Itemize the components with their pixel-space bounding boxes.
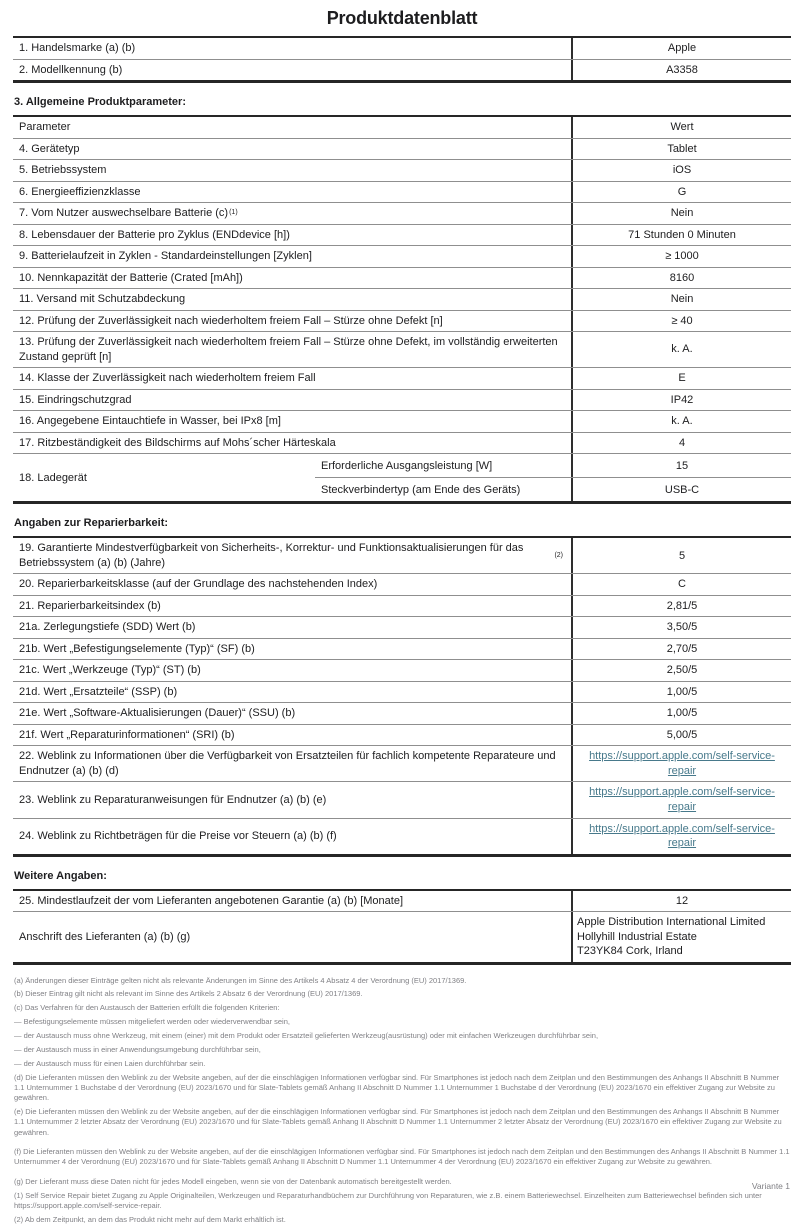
row-value: 71 Stunden 0 Minuten	[571, 225, 791, 246]
table-row	[13, 60, 791, 81]
row-label: 4. Gerätetyp	[19, 142, 80, 155]
footnote: — der Austausch muss ohne Werkzeug, mit einem (einer) mit dem Produkt oder Ersatzteil gelieferten Werkzeug(ausrüstung) oder mit einfachen Werkzeugen durchführbar sein,	[14, 1030, 599, 1040]
charger-sub-column	[315, 454, 791, 501]
table-row	[13, 660, 791, 682]
footnotes-block	[13, 976, 791, 1225]
row-label: 21d. Wert „Ersatzteile“ (SSP) (b)	[19, 685, 178, 698]
footnote: (b) Dieser Eintrag gilt nicht als relevant im Sinne des Artikels 2 Absatz 6 der Verordnung (EU) 2017/1369.	[14, 989, 363, 999]
row-label: 1. Handelsmarke (a) (b)	[19, 42, 136, 54]
footnote: (e) Die Lieferanten müssen den Weblink zu der Website angeben, auf der die einschlägigen Informationen verfügbar sind. Für Smartphones ist jedoch nach dem Zeitplan und den Bestimmungen des Anhangs II Abschnitt B Nummer 1.1 Unternummer 2 letzter Absatz der Verordnung (EU) 2023/1670 und für Slate-Tablets gemäß Anhang II Abschnitt D Nummer 1.1 Unternummer 2 letzter Absatz der Verordnung (EU) 2023/1670 ein effektiver Zugang zur Website zu gewähren.	[14, 1107, 782, 1137]
row-label: 2. Modellkennung (b)	[19, 63, 123, 76]
row-value: A3358	[571, 60, 791, 81]
row-value: E	[571, 368, 791, 389]
row-value: k. A.	[571, 411, 791, 432]
row-value: 12	[571, 891, 791, 912]
row-label: 20. Reparierbarkeitsklasse (auf der Grundlage des nachstehenden Index)	[19, 578, 378, 591]
table-row-charger	[13, 454, 791, 501]
row-label: 6. Energieeffizienzklasse	[19, 185, 141, 198]
row-value: 1,00/5	[571, 682, 791, 703]
row-label: 17. Ritzbeständigkeit des Bildschirms auf Mohs´scher Härteskala	[19, 436, 336, 449]
footnote: (g) Der Lieferant muss diese Daten nicht für jedes Modell eingeben, wenn sie von der Datenbank automatisch bereitgestellt werden.	[14, 1176, 452, 1186]
row-value: iOS	[571, 160, 791, 181]
table-row	[13, 160, 791, 182]
row-label: 15. Eindringschutzgrad	[19, 393, 132, 406]
weblink[interactable]: https://support.apple.com/self-service-repair	[589, 786, 775, 813]
row-label: 21e. Wert „Software-Aktualisierungen (Dauer)“ (SSU) (b)	[19, 707, 296, 720]
footnote: (1) Self Service Repair bietet Zugang zu Apple Originalteilen, Werkzeugen und Reparaturhandbüchern zur Durchführung von Reparaturen, wie z.B. einem Batteriewechsel. Einzelheiten zum Batteriewechsel befinden sich unter https://support.apple.com/self-service-repair.	[14, 1190, 762, 1210]
table-row	[13, 746, 791, 782]
row-value: 2,50/5	[571, 660, 791, 681]
footnote: (d) Die Lieferanten müssen den Weblink zu der Website angeben, auf der die einschlägigen Informationen verfügbar sind. Für Smartphones ist jedoch nach dem Zeitplan und den Bestimmungen des Anhangs II Abschnitt B Nummer 1.1 Unternummer 1 Buchstabe d der Verordnung (EU) 2023/1670 und für Slate-Tablets gemäß Anhang II Abschnitt D Nummer 1.1 Unternummer 1 Buchstabe d der Verordnung (EU) 2023/1670 ein effektiver Zugang zur Website zu gewähren.	[14, 1072, 780, 1103]
footnote: (a) Änderungen dieser Einträge gelten nicht als relevante Änderungen im Sinne des Artikels 4 Absatz 4 der Verordnung (EU) 2017/1369.	[14, 975, 467, 985]
row-label: 22. Weblink zu Informationen über die Verfügbarkeit von Ersatzteilen für fachlich kompetente Reparateure und Endnutzer (a) (b) (d)	[19, 750, 556, 777]
table-row	[13, 139, 791, 161]
row-value: C	[571, 574, 791, 595]
table-row	[13, 596, 791, 618]
row-label: 7. Vom Nutzer auswechselbare Batterie (c) (1)	[19, 207, 238, 220]
table-row	[13, 682, 791, 704]
row-value: 3,50/5	[571, 617, 791, 638]
row-label: 21c. Wert „Werkzeuge (Typ)“ (ST) (b)	[19, 664, 201, 677]
footnote: — Befestigungselemente müssen mitgeliefert werden oder wiederverwendbar sein,	[14, 1017, 290, 1027]
row-value: 8160	[571, 268, 791, 289]
variant-label: Variante 1	[751, 1181, 790, 1191]
row-value: Apple Distribution International Limited Hollyhill Industrial Estate T23YK84 Cork, Irland	[571, 912, 791, 962]
row-label: 9. Batterielaufzeit in Zyklen - Standardeinstellungen [Zyklen]	[19, 250, 312, 263]
section-heading-general-parameters: 3. Allgemeine Produktparameter:	[14, 96, 186, 109]
row-value: USB-C	[571, 478, 791, 501]
table-row	[13, 268, 791, 290]
row-label: 18. Ladegerät	[19, 471, 87, 484]
charger-sub-row	[315, 454, 791, 478]
row-value: 1,00/5	[571, 703, 791, 724]
table-row	[13, 891, 791, 913]
charger-sub-row	[315, 478, 791, 501]
row-label: 21b. Wert „Befestigungselemente (Typ)“ (SF) (b)	[19, 642, 255, 655]
table-row	[13, 225, 791, 247]
footnote: — der Austausch muss für einen Laien durchführbar sein.	[14, 1058, 206, 1068]
row-label: 10. Nennkapazität der Batterie (Crated [mAh])	[19, 271, 243, 284]
table-row	[13, 574, 791, 596]
table-row	[13, 912, 791, 962]
sub-row-label: Steckverbindertyp (am Ende des Geräts)	[321, 483, 521, 496]
identity-table	[13, 36, 791, 83]
row-label: 25. Mindestlaufzeit der vom Lieferanten angebotenen Garantie (a) (b) [Monate]	[19, 894, 404, 907]
section-heading-more-info: Weitere Angaben:	[14, 869, 107, 882]
table-row	[13, 411, 791, 433]
row-value: 2,81/5	[571, 596, 791, 617]
row-label: 23. Weblink zu Reparaturanweisungen für Endnutzer (a) (b) (e)	[19, 793, 327, 806]
row-value: Wert	[571, 117, 791, 138]
general-parameters-table	[13, 115, 791, 504]
footnote: (f) Die Lieferanten müssen den Weblink zu der Website angeben, auf der die einschlägigen Informationen verfügbar sind. Für Smartphones ist jedoch nach dem Zeitplan und den Bestimmungen des Anhangs II Abschnitt B Nummer 1.1 Unternummer 4 der Verordnung (EU) 2023/1670 und für Slate-Tablets gemäß Anhang II Abschnitt D Nummer 1.1 Unternummer 4 der Verordnung (EU) 2023/1670 ein effektiver Zugang zur Website zu gewähren.	[14, 1147, 790, 1167]
table-row	[13, 246, 791, 268]
table-row	[13, 311, 791, 333]
row-label: 8. Lebensdauer der Batterie pro Zyklus (ENDdevice [h])	[19, 228, 290, 241]
row-value: IP42	[571, 390, 791, 411]
repairability-table	[13, 536, 791, 856]
section-heading-repairability: Angaben zur Reparierbarkeit:	[14, 517, 169, 530]
table-header-row	[13, 117, 791, 139]
page-title: Produktdatenblatt	[326, 8, 478, 28]
row-value: G	[571, 182, 791, 203]
row-value: Nein	[571, 289, 791, 310]
weblink[interactable]: https://support.apple.com/self-service-repair	[589, 750, 775, 777]
footnote: (c) Das Verfahren für den Austausch der Batterien erfüllt die folgenden Kriterien:	[14, 1003, 280, 1013]
row-label: 11. Versand mit Schutzabdeckung	[19, 293, 186, 306]
row-value	[571, 782, 791, 817]
row-label: 24. Weblink zu Richtbeträgen für die Preise vor Steuern (a) (b) (f)	[19, 829, 337, 842]
row-label: 12. Prüfung der Zuverlässigkeit nach wiederholtem freiem Fall – Stürze ohne Defekt [n]	[19, 314, 443, 327]
table-row	[13, 332, 791, 368]
row-value: ≥ 40	[571, 311, 791, 332]
row-label: 16. Angegebene Eintauchtiefe in Wasser, bei IPx8 [m]	[19, 415, 281, 428]
row-value: k. A.	[571, 332, 791, 367]
row-label: 13. Prüfung der Zuverlässigkeit nach wiederholtem freiem Fall – Stürze ohne Defekt, im vollständig erweiterten Zustand geprüft [n]	[19, 336, 558, 363]
row-value: 15	[571, 454, 791, 477]
row-label: 21f. Wert „Reparaturinformationen“ (SRI) (b)	[19, 728, 235, 741]
table-row	[13, 819, 791, 854]
row-label: 21. Reparierbarkeitsindex (b)	[19, 599, 161, 612]
row-label: 21a. Zerlegungstiefe (SDD) Wert (b)	[19, 621, 196, 634]
table-row	[13, 182, 791, 204]
row-value: Tablet	[571, 139, 791, 160]
row-value: Apple	[571, 38, 791, 59]
footnote: — der Austausch muss in einer Anwendungsumgebung durchführbar sein,	[14, 1044, 261, 1054]
footnote: (2) Ab dem Zeitpunkt, an dem das Produkt nicht mehr auf dem Markt erhältlich ist.	[14, 1214, 286, 1224]
row-value	[571, 746, 791, 781]
table-row	[13, 390, 791, 412]
table-row	[13, 38, 791, 60]
row-value: 5	[571, 538, 791, 573]
row-label: Anschrift des Lieferanten (a) (b) (g)	[19, 930, 191, 943]
row-value: Nein	[571, 203, 791, 224]
row-value	[571, 819, 791, 854]
row-label: 14. Klasse der Zuverlässigkeit nach wiederholtem freiem Fall	[19, 372, 316, 385]
table-row	[13, 433, 791, 455]
row-value: 5,00/5	[571, 725, 791, 746]
table-row	[13, 368, 791, 390]
row-label: Parameter	[19, 121, 71, 134]
table-row	[13, 639, 791, 661]
weblink[interactable]: https://support.apple.com/self-service-repair	[589, 822, 775, 850]
table-row	[13, 617, 791, 639]
row-value: 2,70/5	[571, 639, 791, 660]
table-row	[13, 725, 791, 747]
row-value: 4	[571, 433, 791, 454]
more-info-table	[13, 889, 791, 965]
sub-row-label: Erforderliche Ausgangsleistung [W]	[321, 459, 493, 472]
table-row	[13, 538, 791, 574]
row-label: 5. Betriebssystem	[19, 164, 107, 177]
row-label: 19. Garantierte Mindestverfügbarkeit von Sicherheits-, Korrektur- und Funktionsaktualisierungen für das Betriebssystem (a) (b) (Jahre) (2)	[19, 542, 563, 569]
table-row	[13, 703, 791, 725]
table-row	[13, 289, 791, 311]
table-row	[13, 782, 791, 818]
table-row	[13, 203, 791, 225]
row-value: ≥ 1000	[571, 246, 791, 267]
